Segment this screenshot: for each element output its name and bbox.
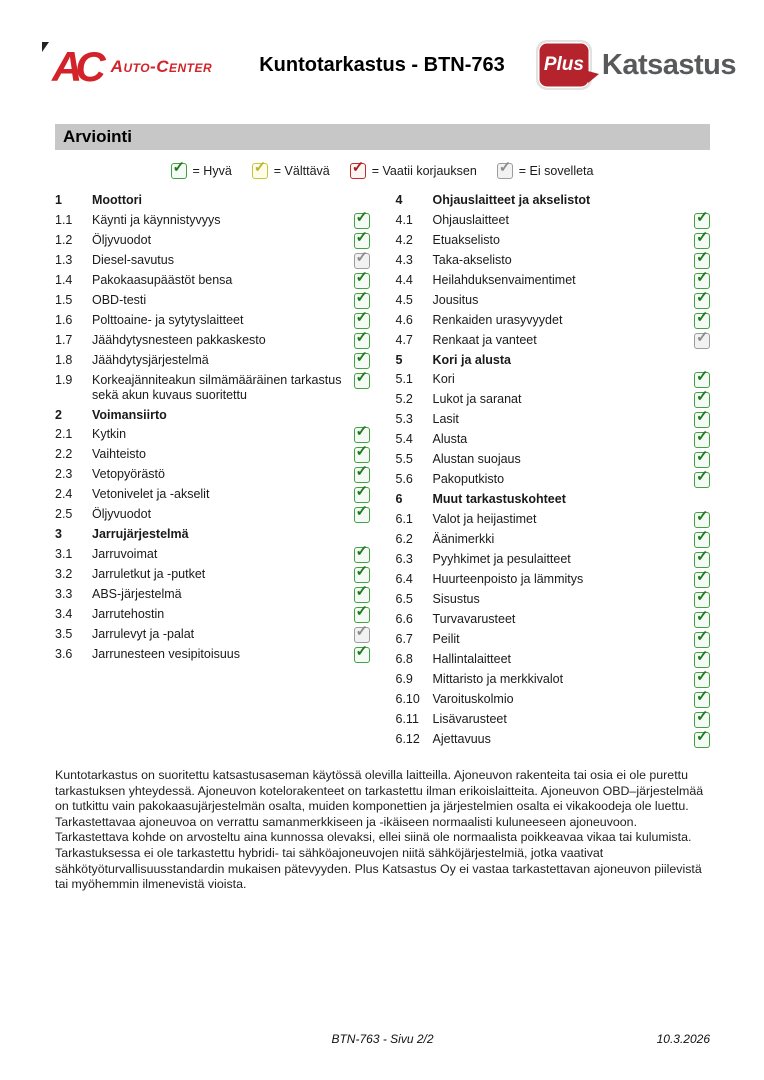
- checkbox-good-icon: [354, 587, 370, 603]
- item-label: Kori: [432, 372, 455, 386]
- checkbox-good-icon: [354, 607, 370, 623]
- item-label: Kori ja alusta: [432, 352, 511, 367]
- item-label: Varoituskolmio: [432, 691, 514, 706]
- checklist-item: [396, 410, 711, 430]
- item-label: Vaihteisto: [92, 447, 146, 461]
- item-number: 5.4: [395, 432, 413, 446]
- checkbox-good-icon: [354, 313, 370, 329]
- checklist-item: [55, 565, 370, 585]
- item-label: Ohjauslaitteet: [432, 212, 509, 227]
- checkbox-bad-icon: [350, 163, 366, 179]
- item-label: Pyyhkimet ja pesulaitteet: [432, 551, 571, 566]
- checkbox-good-icon: [354, 447, 370, 463]
- checkbox-good-icon: [694, 732, 710, 748]
- item-number: 6.6: [395, 611, 413, 626]
- plus-katsastus-logo: [536, 40, 736, 90]
- checklist-item: [55, 291, 370, 311]
- checkbox-good-icon: [354, 353, 370, 369]
- checkbox-good-icon: [694, 532, 710, 548]
- checkbox-good-icon: [694, 233, 710, 249]
- item-label: Ohjauslaitteet ja akselistot: [432, 193, 591, 207]
- item-number: 1.8: [55, 352, 73, 367]
- page-number-label: BTN-763 - Sivu 2/2: [331, 1032, 434, 1046]
- report-date: 10.3.2026: [656, 1032, 710, 1046]
- item-label: Lukot ja saranat: [432, 392, 522, 406]
- item-label: Kytkin: [92, 427, 127, 441]
- item-label: Renkaat ja vanteet: [432, 332, 537, 347]
- item-number: 5.6: [395, 472, 413, 486]
- legend-label: = Hyvä: [192, 164, 232, 178]
- checklist-item: [396, 450, 711, 470]
- checklist-item: [396, 390, 711, 410]
- item-label: Käynti ja käynnistyvyys: [92, 212, 221, 227]
- checkbox-good-icon: [694, 592, 710, 608]
- item-label: Jäähdytysnesteen pakkaskesto: [92, 332, 266, 347]
- checklist-item: [396, 291, 711, 311]
- status-legend: [0, 163, 764, 179]
- item-number: 1.9: [55, 372, 73, 387]
- item-label: Korkeajänniteakun silmämääräinen tarkastus sekä akun kuvaus suoritettu: [92, 372, 342, 402]
- item-number: 3.1: [55, 546, 73, 561]
- checklist-item: [396, 231, 711, 251]
- checklist-item: [55, 605, 370, 625]
- checklist-item: [55, 485, 370, 505]
- checkbox-good-icon: [354, 487, 370, 503]
- checkbox-good-icon: [694, 273, 710, 289]
- pointer-cursor: [42, 42, 49, 52]
- checklist-item: [396, 690, 711, 710]
- item-number: 6.1: [395, 511, 413, 526]
- checkbox-good-icon: [354, 333, 370, 349]
- checkbox-na-icon: [354, 253, 370, 269]
- checklist-item: [55, 311, 370, 331]
- item-label: Pakokaasupäästöt bensa: [92, 272, 233, 287]
- item-label: Vetonivelet ja -akselit: [92, 487, 210, 501]
- checklist-item: [396, 370, 711, 390]
- item-number: 5.2: [395, 392, 413, 406]
- item-number: 4: [395, 193, 403, 207]
- item-label: Moottori: [92, 193, 142, 207]
- item-number: 1.1: [55, 212, 73, 227]
- checkbox-good-icon: [694, 213, 710, 229]
- checklist-section-header: [55, 406, 370, 426]
- checklist-item: [55, 425, 370, 445]
- checkbox-good-icon: [354, 233, 370, 249]
- item-number: 1.2: [55, 232, 73, 247]
- item-number: 5.1: [395, 372, 413, 386]
- checklist-item: [396, 470, 711, 490]
- item-number: 2: [55, 407, 62, 422]
- checkbox-good-icon: [694, 392, 710, 408]
- item-number: 4.3: [395, 252, 413, 267]
- section-header-arviointi: Arviointi: [55, 124, 710, 150]
- legend-label: = Ei sovelleta: [518, 164, 594, 178]
- item-label: Huurteenpoisto ja lämmitys: [432, 571, 584, 586]
- checkbox-good-icon: [694, 472, 710, 488]
- legend-entry-good: [171, 163, 232, 179]
- legend-label: = Välttävä: [273, 164, 330, 178]
- checkbox-good-icon: [694, 253, 710, 269]
- item-number: 6.4: [395, 571, 413, 586]
- checklist-item: [396, 271, 711, 291]
- checklist-column-left: [55, 191, 370, 750]
- checkbox-good-icon: [354, 213, 370, 229]
- checkbox-good-icon: [694, 632, 710, 648]
- checkbox-good-icon: [694, 512, 710, 528]
- checkbox-good-icon: [694, 672, 710, 688]
- item-number: 1.7: [55, 332, 73, 347]
- item-label: Öljyvuodot: [92, 507, 152, 521]
- checklist-item: [396, 430, 711, 450]
- checklist-item: [55, 371, 370, 406]
- legend-entry-na: [497, 163, 594, 179]
- item-label: Ajettavuus: [432, 731, 491, 746]
- item-label: Renkaiden urasyvyydet: [432, 312, 563, 327]
- checklist-item: [55, 231, 370, 251]
- item-number: 3.5: [55, 626, 73, 641]
- item-label: Valot ja heijastimet: [432, 511, 537, 526]
- legend-label: = Vaatii korjauksen: [371, 164, 477, 178]
- item-number: 5.3: [395, 412, 413, 426]
- checkbox-na-icon: [694, 333, 710, 349]
- item-label: Muut tarkastuskohteet: [432, 492, 566, 506]
- item-label: Jäähdytysjärjestelmä: [92, 352, 209, 367]
- checkbox-good-icon: [694, 432, 710, 448]
- item-number: 2.4: [55, 487, 73, 501]
- checklist-item: [396, 590, 711, 610]
- item-number: 3.2: [55, 566, 73, 581]
- item-number: 4.5: [395, 292, 413, 307]
- checklist-section-header: [396, 490, 711, 510]
- item-label: Pakoputkisto: [432, 472, 505, 486]
- item-number: 6.7: [395, 631, 413, 646]
- checkbox-fair-icon: [252, 163, 268, 179]
- checklist-item: [55, 211, 370, 231]
- checkbox-good-icon: [694, 692, 710, 708]
- item-label: Jarrulevyt ja -palat: [92, 626, 195, 641]
- item-label: Jarruletkut ja -putket: [92, 566, 206, 581]
- item-number: 6.2: [395, 531, 413, 546]
- item-number: 2.2: [55, 447, 73, 461]
- checklist-item: [396, 251, 711, 271]
- item-label: Mittaristo ja merkkivalot: [432, 671, 564, 686]
- item-label: Sisustus: [432, 591, 480, 606]
- checklist-item: [55, 545, 370, 565]
- item-label: Öljyvuodot: [92, 232, 152, 247]
- plus-badge-icon: Plus: [536, 40, 592, 90]
- item-label: Diesel-savutus: [92, 252, 174, 267]
- checkbox-good-icon: [354, 547, 370, 563]
- item-number: 6.10: [395, 691, 420, 706]
- checkbox-good-icon: [694, 572, 710, 588]
- checkbox-good-icon: [694, 652, 710, 668]
- item-number: 1.3: [55, 252, 73, 267]
- checklist-item: [396, 630, 711, 650]
- checkbox-good-icon: [694, 612, 710, 628]
- item-number: 6: [395, 492, 403, 506]
- checklist-item: [396, 650, 711, 670]
- checkbox-good-icon: [171, 163, 187, 179]
- checkbox-good-icon: [694, 372, 710, 388]
- checkbox-good-icon: [694, 313, 710, 329]
- checklist-section-header: [396, 191, 711, 211]
- checkbox-good-icon: [694, 712, 710, 728]
- item-number: 1.5: [55, 292, 73, 307]
- checkbox-good-icon: [694, 452, 710, 468]
- checklist-item: [55, 585, 370, 605]
- checklist-item: [396, 570, 711, 590]
- katsastus-logo-text: Katsastus: [601, 48, 736, 81]
- item-number: 6.11: [395, 711, 419, 726]
- checklist-section-header: [55, 191, 370, 211]
- item-label: Alusta: [432, 432, 468, 446]
- checkbox-na-icon: [497, 163, 513, 179]
- checklist-item: [55, 645, 370, 665]
- checkbox-good-icon: [694, 293, 710, 309]
- item-number: 4.2: [395, 232, 413, 247]
- item-label: Heilahduksenvaimentimet: [432, 272, 576, 287]
- item-number: 5: [395, 352, 403, 367]
- checklist-item: [55, 271, 370, 291]
- page-title: Kuntotarkastus - BTN-763: [259, 54, 505, 76]
- item-number: 6.3: [395, 551, 413, 566]
- item-label: Jarrunesteen vesipitoisuus: [92, 646, 240, 661]
- item-label: Peilit: [432, 631, 460, 646]
- item-label: Turvavarusteet: [432, 611, 516, 626]
- item-number: 5.5: [395, 452, 413, 466]
- item-number: 2.3: [55, 467, 73, 481]
- page-footer: [55, 1032, 710, 1046]
- checkbox-good-icon: [354, 647, 370, 663]
- item-label: Jarrutehostin: [92, 606, 165, 621]
- item-number: 4.1: [395, 212, 413, 227]
- checkbox-good-icon: [354, 373, 370, 389]
- checkbox-na-icon: [354, 627, 370, 643]
- checklist-item: [396, 510, 711, 530]
- checklist-item: [396, 311, 711, 331]
- item-number: 2.5: [55, 507, 73, 521]
- checklist-item: [396, 610, 711, 630]
- checklist-item: [396, 710, 711, 730]
- item-label: Jarruvoimat: [92, 546, 158, 561]
- checkbox-good-icon: [354, 427, 370, 443]
- checklist-section-header: [396, 351, 711, 371]
- checklist-item: [55, 445, 370, 465]
- auto-center-monogram-icon: AC: [52, 43, 99, 90]
- checklist-column-right: [396, 191, 711, 750]
- checklist-item: [55, 251, 370, 271]
- legend-entry-fair: [252, 163, 330, 179]
- item-number: 1: [55, 193, 62, 207]
- checkbox-good-icon: [694, 552, 710, 568]
- item-label: Äänimerkki: [432, 531, 495, 546]
- checklist-item: [396, 550, 711, 570]
- checkbox-good-icon: [354, 293, 370, 309]
- item-label: Etuakselisto: [432, 232, 500, 247]
- legend-entry-bad: [350, 163, 477, 179]
- checklist-item: [55, 351, 370, 371]
- checkbox-good-icon: [354, 567, 370, 583]
- checklist-item: [396, 211, 711, 231]
- checkbox-good-icon: [354, 273, 370, 289]
- checklist-item: [396, 730, 711, 750]
- item-number: 4.4: [395, 272, 413, 287]
- disclaimer-text: Kuntotarkastus on suoritettu katsastusaseman käytössä olevilla laitteilla. Ajoneuvon rakenteita tai osia ei ole purettu tarkastuksen yhteydessä. Ajoneuvon kotelorakenteet on tarkastettu ilman erikoislaitteita. Ajoneuvon OBD–järjestelmää on tutkittu vain pakokaasujärjestelmän osalta, muiden komponettien ja järjestelmien osalta ei vikakoodeja ole luettu. Tarkastettavaa ajoneuvoa on verrattu samanmerkkiseen ja -ikäiseen normaalisti kuluneeseen ajoneuvoon. Tarkastettava kohde on arvosteltu aina kunnossa olevaksi, ellei siinä ole normaalista poikkeavaa vikaa tai kulumista. Tarkastuksessa ei ole tarkastettu hybridi- tai sähköajoneuvojen niitä sähköjärjestelmiä, jotka vaativat sähkötyöturvallisuusstandardin mukaisen pätevyyden. Plus Katsastus Oy ei vastaa tarkastettavan ajoneuvon piilevistä tai myöhemmin ilmenevistä vioista.: [55, 768, 704, 892]
- item-label: ABS-järjestelmä: [92, 586, 182, 601]
- item-label: Voimansiirto: [92, 407, 167, 422]
- checkbox-good-icon: [354, 467, 370, 483]
- item-number: 3: [55, 527, 62, 541]
- item-number: 4.6: [395, 312, 413, 327]
- item-number: 1.6: [55, 312, 73, 327]
- item-label: OBD-testi: [92, 292, 147, 307]
- item-label: Polttoaine- ja sytytyslaitteet: [92, 312, 244, 327]
- item-number: 3.4: [55, 606, 73, 621]
- item-number: 4.7: [395, 332, 413, 347]
- checklist-item: [55, 331, 370, 351]
- item-label: Lisävarusteet: [432, 711, 507, 726]
- item-label: Hallintalaitteet: [432, 651, 512, 666]
- item-number: 2.1: [55, 427, 73, 441]
- item-label: Taka-akselisto: [432, 252, 512, 267]
- checklist-item: [396, 331, 711, 351]
- item-label: Jousitus: [432, 292, 479, 307]
- checkbox-good-icon: [354, 507, 370, 523]
- item-label: Vetopyörästö: [92, 467, 165, 481]
- checklist-item: [396, 670, 711, 690]
- item-number: 3.3: [55, 586, 73, 601]
- item-number: 6.8: [395, 651, 413, 666]
- item-number: 6.5: [395, 591, 413, 606]
- checkbox-good-icon: [694, 412, 710, 428]
- item-label: Lasit: [432, 412, 459, 426]
- item-number: 6.12: [395, 731, 420, 746]
- checklist-section-header: [55, 525, 370, 545]
- item-number: 1.4: [55, 272, 73, 287]
- item-number: 6.9: [395, 671, 413, 686]
- checklist-item: [55, 625, 370, 645]
- checklist-item: [55, 465, 370, 485]
- checklist: [55, 191, 710, 750]
- checklist-item: [396, 530, 711, 550]
- item-label: Jarrujärjestelmä: [92, 527, 189, 541]
- checklist-item: [55, 505, 370, 525]
- item-label: Alustan suojaus: [432, 452, 521, 466]
- item-number: 3.6: [55, 646, 73, 661]
- auto-center-logo-text: Auto-Center: [110, 57, 213, 76]
